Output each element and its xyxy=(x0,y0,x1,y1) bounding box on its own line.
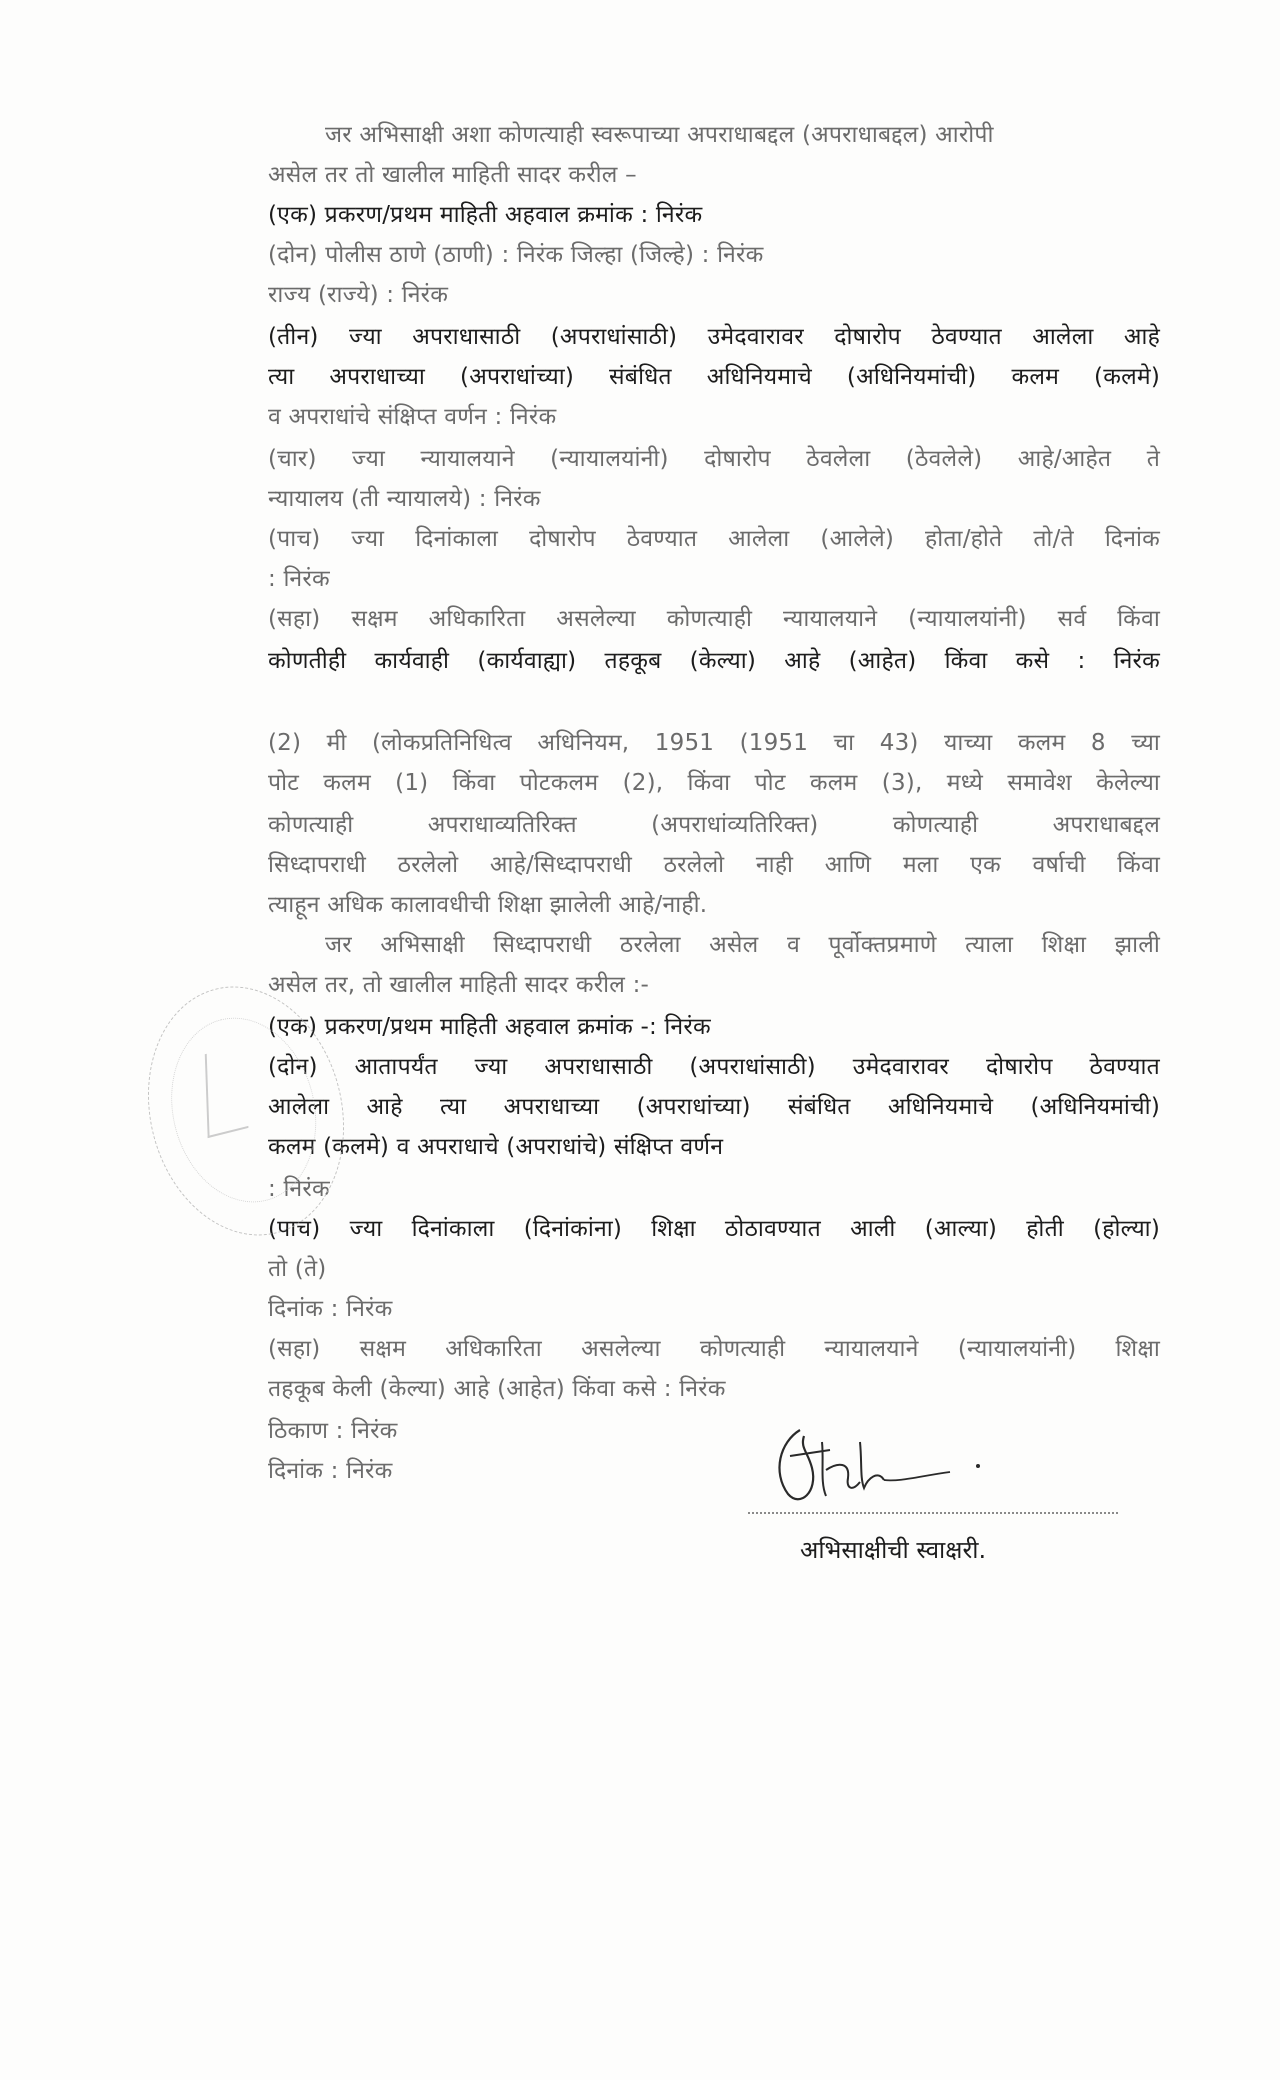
text-line-16: पोट कलम (1) किंवा पोटकलम (2), किंवा पोट कलम (3), मध्ये समावेश केलेल्या xyxy=(268,770,1160,796)
text-line-23: (दोन) आतापर्यंत ज्या अपराधासाठी (अपराधांसाठी) उमेदवारावर दोषारोप ठेवण्यात xyxy=(268,1054,1160,1080)
text-line-2: असेल तर तो खालील माहिती सादर करील – xyxy=(268,162,637,188)
text-line-8: व अपराधांचे संक्षिप्त वर्णन : निरंक xyxy=(268,404,557,430)
text-line-31: तहकूब केली (केल्या) आहे (आहेत) किंवा कसे : निरंक xyxy=(268,1376,726,1402)
text-line-29: दिनांक : निरंक xyxy=(268,1296,393,1322)
text-line-18: सिध्दापराधी ठरलेलो आहे/सिध्दापराधी ठरलेलो नाही आणि मला एक वर्षाची किंवा xyxy=(268,852,1160,878)
text-line-15: (2) मी (लोकप्रतिनिधित्व अधिनियम, 1951 (1951 चा 43) याच्या कलम 8 च्या xyxy=(268,730,1160,756)
text-line-14: कोणतीही कार्यवाही (कार्यवाह्या) तहकूब (केल्या) आहे (आहेत) किंवा कसे : निरंक xyxy=(268,648,1160,674)
text-line-24: आलेला आहे त्या अपराधाच्या (अपराधांच्या) संबंधित अधिनियमाचे (अधिनियमांची) xyxy=(268,1094,1160,1120)
text-line-21: असेल तर, तो खालील माहिती सादर करील :- xyxy=(268,972,650,998)
text-line-20: जर अभिसाक्षी सिध्दापराधी ठरलेला असेल व पूर्वोक्तप्रमाणे त्याला शिक्षा झाली xyxy=(325,932,1160,958)
text-line-22: (एक) प्रकरण/प्रथम माहिती अहवाल क्रमांक -: निरंक xyxy=(268,1014,711,1040)
text-line-7: त्या अपराधाच्या (अपराधांच्या) संबंधित अधिनियमाचे (अधिनियमांची) कलम (कलमे) xyxy=(268,364,1160,390)
text-line-12: : निरंक xyxy=(268,566,330,592)
text-line-13: (सहा) सक्षम अधिकारिता असलेल्या कोणत्याही न्यायालयाने (न्यायालयांनी) सर्व किंवा xyxy=(268,606,1160,632)
signature-line xyxy=(748,1512,1118,1514)
text-line-9: (चार) ज्या न्यायालयाने (न्यायालयांनी) दोषारोप ठेवलेला (ठेवलेले) आहे/आहेत ते xyxy=(268,446,1160,472)
seal-emblem xyxy=(205,1044,249,1138)
text-line-6: (तीन) ज्या अपराधासाठी (अपराधांसाठी) उमेदवारावर दोषारोप ठेवण्यात आलेला आहे xyxy=(268,324,1160,350)
text-line-27: (पाच) ज्या दिनांकाला (दिनांकांना) शिक्षा ठोठावण्यात आली (आल्या) होती (होल्या) xyxy=(268,1216,1160,1242)
text-line-19: त्याहून अधिक कालावधीची शिक्षा झालेली आहे/नाही. xyxy=(268,892,708,918)
text-line-10: न्यायालय (ती न्यायालये) : निरंक xyxy=(268,486,541,512)
text-line-1: जर अभिसाक्षी अशा कोणत्याही स्वरूपाच्या अपराधाबद्दल (अपराधाबद्दल) आरोपी xyxy=(325,122,994,148)
text-line-4: (दोन) पोलीस ठाणे (ठाणी) : निरंक जिल्हा (जिल्हे) : निरंक xyxy=(268,242,764,268)
text-line-5: राज्य (राज्ये) : निरंक xyxy=(268,282,449,308)
text-line-33: दिनांक : निरंक xyxy=(268,1458,393,1484)
text-line-30: (सहा) सक्षम अधिकारिता असलेल्या कोणत्याही न्यायालयाने (न्यायालयांनी) शिक्षा xyxy=(268,1336,1160,1362)
handwritten-signature xyxy=(760,1422,1010,1512)
text-line-3: (एक) प्रकरण/प्रथम माहिती अहवाल क्रमांक : निरंक xyxy=(268,202,703,228)
text-line-17: कोणत्याही अपराधाव्यतिरिक्त (अपराधांव्यतिरिक्त) कोणत्याही अपराधाबद्दल xyxy=(268,812,1160,838)
text-line-32: ठिकाण : निरंक xyxy=(268,1418,398,1444)
text-line-26: : निरंक xyxy=(268,1176,330,1202)
text-line-11: (पाच) ज्या दिनांकाला दोषारोप ठेवण्यात आलेला (आलेले) होता/होते तो/ते दिनांक xyxy=(268,526,1160,552)
signature-caption: अभिसाक्षीची स्वाक्षरी. xyxy=(800,1536,987,1564)
text-line-25: कलम (कलमे) व अपराधाचे (अपराधांचे) संक्षिप्त वर्णन xyxy=(268,1134,724,1160)
text-line-28: तो (ते) xyxy=(268,1256,327,1282)
